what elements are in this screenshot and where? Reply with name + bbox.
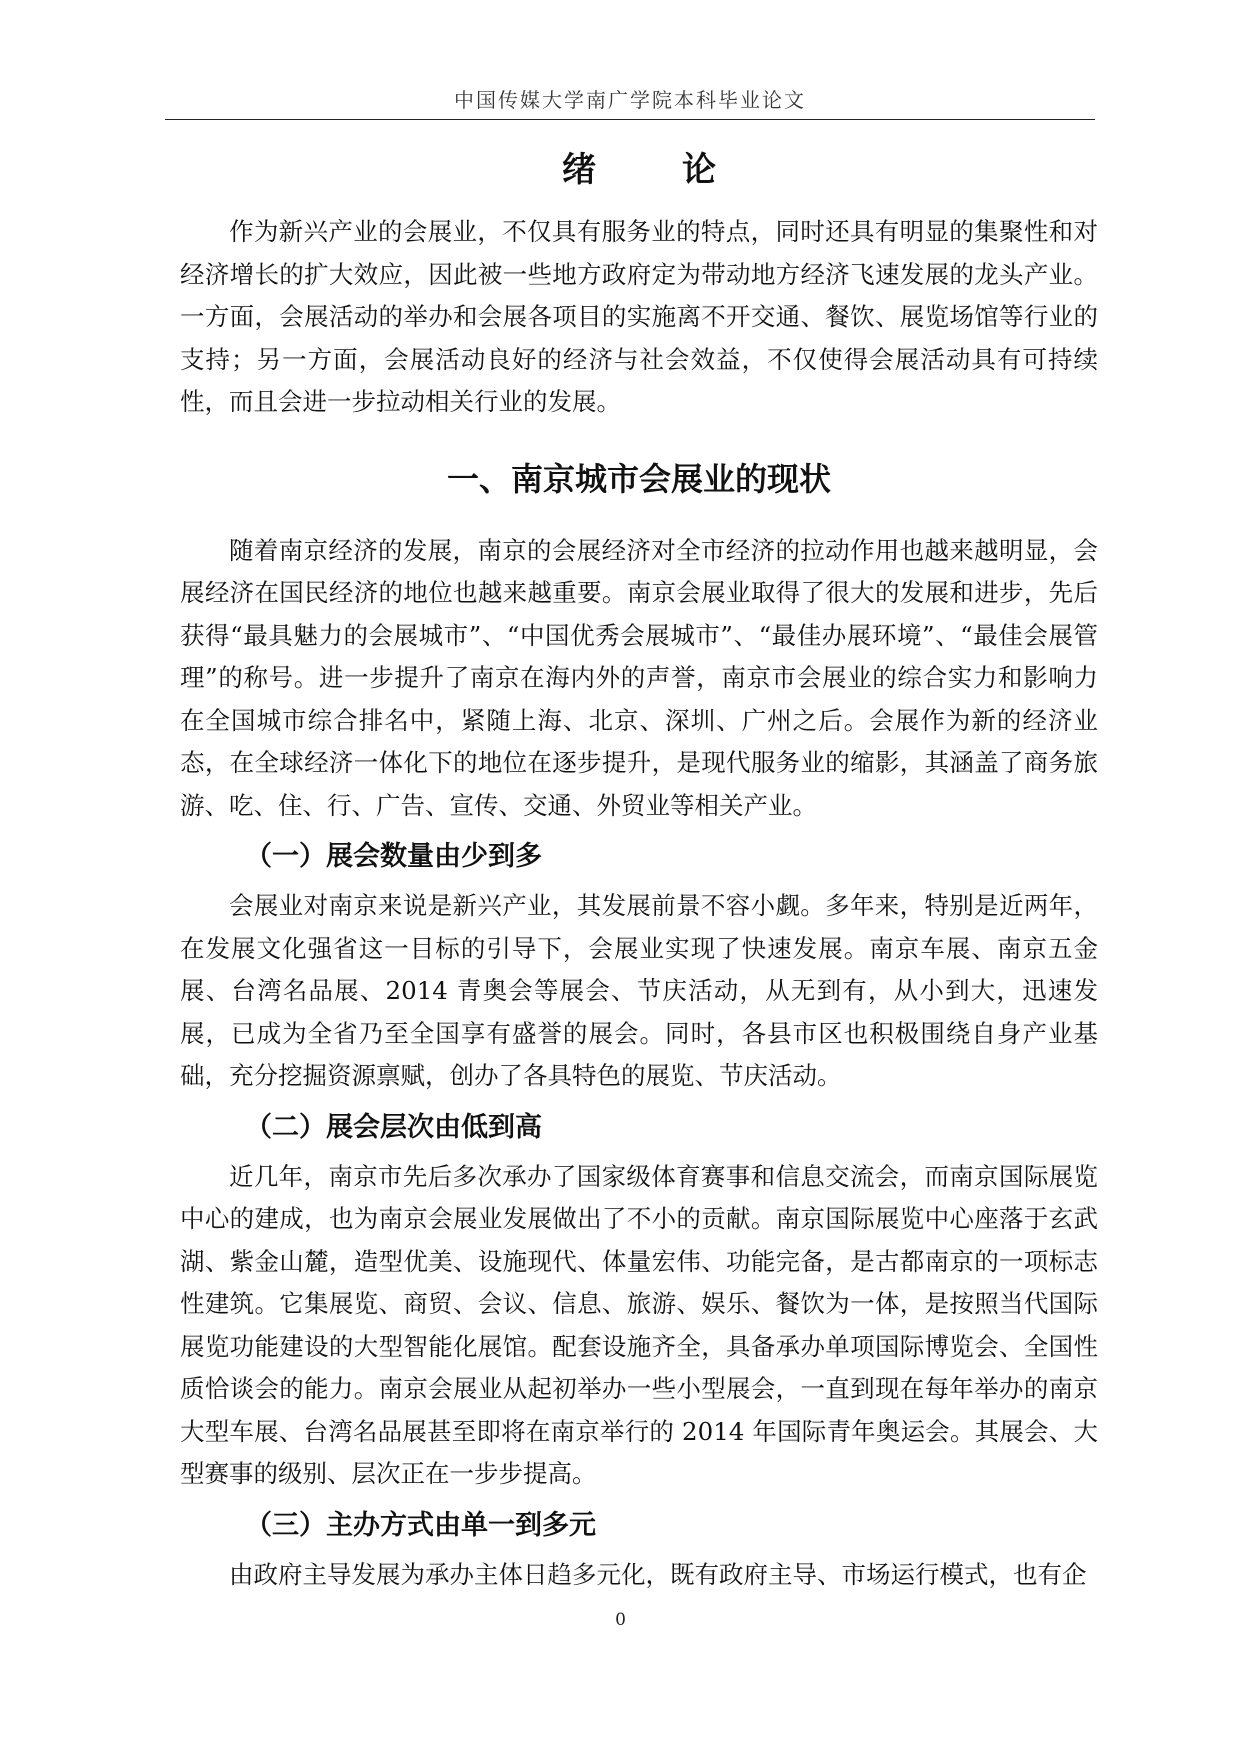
- subsection-paragraph-1: 会展业对南京来说是新兴产业，其发展前景不容小觑。多年来，特别是近两年，在发展文化强省这一目标的引导下，会展业实现了快速发展。南京车展、南京五金展、台湾名品展、2014 青奥会等展会、节庆活动，从无到有，从小到大，迅速发展，已成为全省乃至全国享有盛誉的展会。同时，各县市区也积极围绕自身产业基础，充分挖掘资源禀赋，创办了各具特色的展览、节庆活动。: [180, 891, 1098, 1090]
- subsection-heading-3: （三）主办方式由单一到多元: [245, 1509, 596, 1541]
- section-paragraph: 随着南京经济的发展，南京的会展经济对全市经济的拉动作用也越来越明显，会展经济在国民经济的地位也越来越重要。南京会展业取得了很大的发展和进步，先后获得“最具魅力的会展城市”、“中国优秀会展城市”、“最佳办展环境”、“最佳会展管理”的称号。进一步提升了南京在海内外的声誉，南京市会展业的综合实力和影响力在全国城市综合排名中，紧随上海、北京、深圳、广州之后。会展作为新的经济业态，在全球经济一体化下的地位在逐步提升，是现代服务业的缩影，其涵盖了商务旅游、吃、住、行、广告、宣传、交通、外贸业等相关产业。: [180, 535, 1098, 820]
- section-heading: 一、南京城市会展业的现状: [446, 459, 831, 498]
- subsection-heading-1: （一）展会数量由少到多: [245, 841, 542, 872]
- header-rule: [165, 119, 1095, 120]
- chapter-title: 绪 论: [562, 150, 742, 190]
- page-number: 0: [615, 1610, 626, 1630]
- subsection-paragraph-3: 由政府主导发展为承办主体日趋多元化，既有政府主导、市场运行模式，也有企: [229, 1559, 1087, 1589]
- running-header: 中国传媒大学南广学院本科毕业论文: [454, 88, 806, 112]
- intro-paragraph: 作为新兴产业的会展业，不仅具有服务业的特点，同时还具有明显的集聚性和对经济增长的扩大效应，因此被一些地方政府定为带动地方经济飞速发展的龙头产业。一方面，会展活动的举办和会展各项目的实施离不开交通、餐饮、展览场馆等行业的支持；另一方面，会展活动良好的经济与社会效益，不仅使得会展活动具有可持续性，而且会进一步拉动相关行业的发展。: [180, 217, 1098, 416]
- page-content: [180, 145, 1098, 1596]
- subsection-paragraph-2: 近几年，南京市先后多次承办了国家级体育赛事和信息交流会，而南京国际展览中心的建成，也为南京会展业发展做出了不小的贡献。南京国际展览中心座落于玄武湖、紫金山麓，造型优美、设施现代、体量宏伟、功能完备，是古都南京的一项标志性建筑。它集展览、商贸、会议、信息、旅游、娱乐、餐饮为一体，是按照当代国际展览功能建设的大型智能化展馆。配套设施齐全，具备承办单项国际博览会、全国性质恰谈会的能力。南京会展业从起初举办一些小型展会，一直到现在每年举办的南京大型车展、台湾名品展甚至即将在南京举行的 2014 年国际青年奥运会。其展会、大型赛事的级别、层次正在一步步提高。: [180, 1161, 1098, 1488]
- subsection-heading-2: （二）展会层次由低到高: [245, 1111, 542, 1143]
